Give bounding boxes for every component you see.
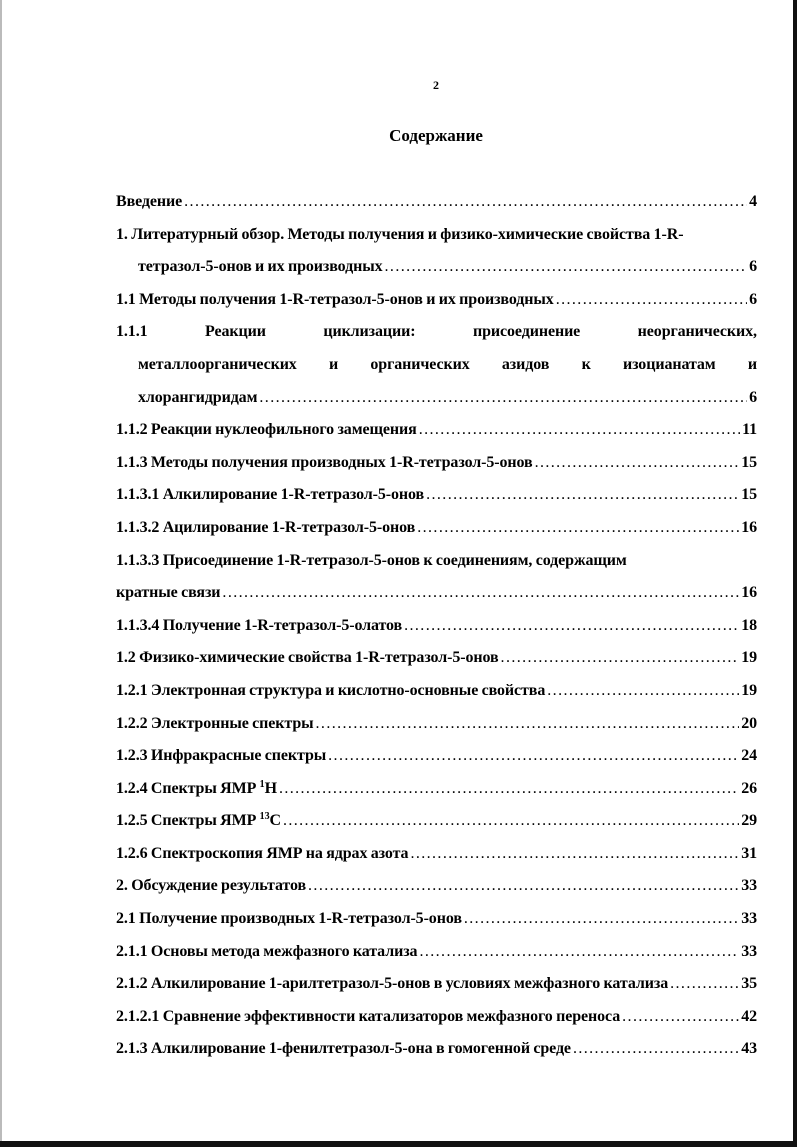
- table-of-contents: [116, 186, 757, 1066]
- toc-word: и: [747, 355, 757, 373]
- toc-entry-text: 1.2.2 Электронные спектры: [116, 714, 314, 732]
- dot-leader: [501, 642, 740, 675]
- toc-entry-1-2-2[interactable]: [116, 708, 757, 741]
- toc-entry-text: кратные связи: [116, 584, 221, 602]
- dot-leader: [308, 870, 739, 903]
- dot-leader: [404, 610, 739, 643]
- toc-entry-page: 29: [741, 812, 757, 830]
- dot-leader: [547, 675, 739, 708]
- toc-entry-1-2[interactable]: [116, 642, 757, 675]
- toc-entry-text: 1.1 Методы получения 1-R-тетразол-5-онов и их производных: [116, 290, 554, 308]
- toc-entry-page: 42: [741, 1007, 757, 1025]
- toc-entry-page: 16: [741, 584, 757, 602]
- toc-entry-page: 11: [742, 421, 757, 439]
- dot-leader: [535, 447, 740, 480]
- toc-entry-1-1-3-2[interactable]: [116, 512, 757, 545]
- toc-word: металлоорганических: [138, 355, 297, 373]
- dot-leader: [417, 512, 739, 545]
- toc-entry-2-1-3[interactable]: [116, 1033, 757, 1066]
- toc-word: Реакции: [205, 323, 266, 341]
- dot-leader: [385, 251, 748, 284]
- toc-entry-text: 2.1.3 Алкилирование 1-фенилтетразол-5-она в гомогенной среде: [116, 1040, 571, 1058]
- toc-entry-page: 35: [741, 975, 757, 993]
- toc-entry-2-1-2[interactable]: [116, 968, 757, 1001]
- toc-entry-ch1-line2[interactable]: [116, 251, 757, 284]
- dot-leader: [316, 708, 740, 741]
- toc-entry-page: 33: [741, 877, 757, 895]
- toc-entry-2-1[interactable]: [116, 903, 757, 936]
- toc-entry-page: 43: [741, 1040, 757, 1058]
- dot-leader: [328, 740, 739, 773]
- toc-entry-text: 1.2.6 Спектроскопия ЯМР на ядрах азота: [116, 844, 409, 862]
- page-number: 2: [433, 78, 439, 92]
- toc-entry-1-2-5[interactable]: [116, 805, 757, 838]
- dot-leader: [573, 1033, 739, 1066]
- toc-entry-page: 6: [749, 290, 757, 308]
- toc-entry-page: 20: [741, 714, 757, 732]
- toc-entry-text: 2. Обсуждение результатов: [116, 877, 307, 895]
- toc-entry-1-2-1[interactable]: [116, 675, 757, 708]
- isotope-superscript: 13: [259, 811, 270, 823]
- toc-entry-text: 1.1.3.2 Ацилирование 1-R-тетразол-5-онов: [116, 518, 416, 536]
- page-right-edge: [793, 0, 797, 1147]
- toc-entry-prefix: 1.2.5 Спектры ЯМР: [116, 812, 260, 830]
- dot-leader: [419, 936, 739, 969]
- dot-leader: [622, 1001, 739, 1034]
- toc-entry-text: 1. Литературный обзор. Методы получения и физико-химические свойства 1-R-: [116, 225, 684, 243]
- dot-leader: [419, 414, 740, 447]
- toc-entry-page: 31: [741, 844, 757, 862]
- toc-word: и: [328, 355, 339, 373]
- toc-entry-text: 1.1.3.3 Присоединение 1-R-тетразол-5-онов к соединениям, содержащим: [116, 551, 627, 569]
- dot-leader: [556, 284, 747, 317]
- page-bottom-edge: [0, 1141, 797, 1147]
- toc-word: циклизации:: [323, 323, 416, 341]
- toc-entry-1-1-3-4[interactable]: [116, 610, 757, 643]
- dot-leader: [222, 577, 739, 610]
- toc-entry-text: хлорангидридам: [138, 388, 258, 406]
- toc-entry-1-1-1-line1[interactable]: [116, 316, 757, 349]
- toc-entry-text: 1.2 Физико-химические свойства 1-R-тетразол-5-онов: [116, 649, 499, 667]
- toc-entry-page: 26: [741, 779, 757, 797]
- toc-word: неорганических,: [637, 323, 757, 341]
- toc-entry-intro[interactable]: [116, 186, 757, 219]
- page-left-edge: [0, 0, 2, 1147]
- toc-entry-page: 19: [741, 681, 757, 699]
- dot-leader: [259, 382, 747, 415]
- toc-entry-1-1-3[interactable]: [116, 447, 757, 480]
- dot-leader: [184, 186, 747, 219]
- toc-entry-page: 19: [741, 649, 757, 667]
- toc-entry-ch2[interactable]: [116, 870, 757, 903]
- toc-entry-page: 33: [741, 942, 757, 960]
- dot-leader: [283, 805, 739, 838]
- toc-entry-page: 6: [749, 388, 757, 406]
- toc-entry-page: 15: [741, 486, 757, 504]
- toc-entry-1-1-3-3-line1[interactable]: [116, 545, 757, 578]
- toc-entry-1-2-3[interactable]: [116, 740, 757, 773]
- toc-entry-text: тетразол-5-онов и их производных: [138, 258, 383, 276]
- toc-entry-ch1-line1[interactable]: [116, 219, 757, 252]
- toc-entry-page: 16: [741, 518, 757, 536]
- toc-word: присоединение: [472, 323, 581, 341]
- toc-entry-text: 1.1.3.4 Получение 1-R-тетразол-5-олатов: [116, 616, 403, 634]
- toc-entry-1-1-3-3-line2[interactable]: [116, 577, 757, 610]
- toc-entry-text: 2.1 Получение производных 1-R-тетразол-5-онов: [116, 910, 462, 928]
- dot-leader: [279, 773, 739, 806]
- toc-entry-1-1-1-line2[interactable]: [116, 349, 757, 382]
- toc-entry-text: 2.1.2 Алкилирование 1-арилтетразол-5-онов в условиях межфазного катализа: [116, 975, 669, 993]
- toc-entry-1-1-1-line3[interactable]: [116, 382, 757, 415]
- toc-entry-text: 1.2.3 Инфракрасные спектры: [116, 747, 327, 765]
- toc-word: к: [581, 355, 591, 373]
- toc-entry-1-2-4[interactable]: [116, 773, 757, 806]
- toc-entry-page: 6: [749, 258, 757, 276]
- toc-entry-1-1[interactable]: [116, 284, 757, 317]
- dot-leader: [426, 479, 739, 512]
- page-title: Содержание: [389, 126, 483, 145]
- isotope-superscript: 1: [259, 778, 265, 790]
- dot-leader: [464, 903, 739, 936]
- toc-entry-2-1-2-1[interactable]: [116, 1001, 757, 1034]
- toc-entry-text: 1.1.3.1 Алкилирование 1-R-тетразол-5-онов: [116, 486, 425, 504]
- toc-word: 1.1.1: [116, 323, 148, 341]
- toc-word: органических: [370, 355, 470, 373]
- toc-entry-suffix: C: [269, 812, 281, 830]
- toc-entry-page: 15: [741, 453, 757, 471]
- toc-entry-text: Введение: [116, 193, 183, 210]
- toc-entry-page: 4: [749, 193, 757, 210]
- toc-entry-suffix: H: [264, 779, 277, 797]
- dot-leader: [410, 838, 739, 871]
- toc-entry-1-2-6[interactable]: [116, 838, 757, 871]
- dot-leader: [670, 968, 739, 1001]
- toc-entry-2-1-1[interactable]: [116, 936, 757, 969]
- toc-entry-text: 1.1.2 Реакции нуклеофильного замещения: [116, 421, 417, 439]
- toc-entry-prefix: 1.2.4 Спектры ЯМР: [116, 779, 260, 797]
- toc-entry-text: 1.1.3 Методы получения производных 1-R-тетразол-5-онов: [116, 453, 533, 471]
- toc-entry-text: [116, 805, 281, 838]
- toc-entry-text: 1.2.1 Электронная структура и кислотно-основные свойства: [116, 681, 546, 699]
- toc-word: изоцианатам: [622, 355, 716, 373]
- toc-entry-text: [116, 773, 277, 806]
- toc-entry-text: 2.1.2.1 Сравнение эффективности катализаторов межфазного переноса: [116, 1007, 621, 1025]
- toc-entry-page: 24: [741, 747, 757, 765]
- toc-entry-1-1-3-1[interactable]: [116, 479, 757, 512]
- toc-word: азидов: [501, 355, 550, 373]
- toc-entry-1-1-2[interactable]: [116, 414, 757, 447]
- toc-entry-page: 33: [741, 910, 757, 928]
- toc-entry-text: 2.1.1 Основы метода межфазного катализа: [116, 942, 418, 960]
- toc-entry-page: 18: [741, 616, 757, 634]
